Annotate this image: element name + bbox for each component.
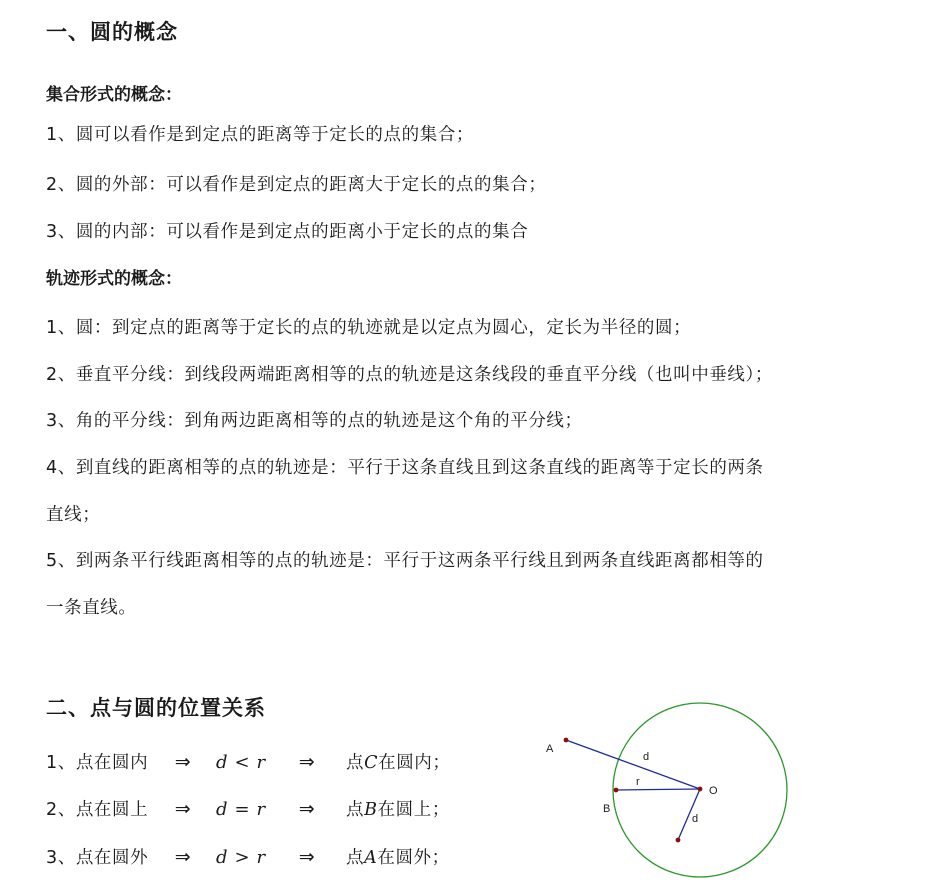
- label-b: B: [603, 803, 611, 815]
- label-a: A: [546, 743, 554, 755]
- math-condition: d = r: [216, 799, 266, 820]
- point-a: [564, 738, 569, 743]
- locus-item-4-cont: 直线；: [46, 505, 101, 525]
- locus-item-5-cont: 一条直线。: [46, 598, 137, 618]
- math-condition: d > r: [216, 847, 266, 868]
- section-title-circle-concept: 一、圆的概念: [46, 20, 178, 44]
- implies-arrow: ⇒: [298, 846, 316, 868]
- segment-b-o: [616, 789, 700, 790]
- point-letter: C: [364, 753, 379, 773]
- locus-item-1: 1、圆：到定点的距离等于定长的点的轨迹就是以定点为圆心，定长为半径的圆；: [46, 318, 692, 338]
- locus-item-4: 4、到直线的距离相等的点的轨迹是：平行于这条直线且到这条直线的距离等于定长的两条: [46, 458, 764, 478]
- set-form-heading: 集合形式的概念：: [46, 85, 182, 105]
- relation-label: 3、点在圆外: [46, 848, 149, 868]
- label-o: O: [709, 785, 718, 797]
- segment-a-o: [566, 740, 700, 789]
- point-letter: B: [364, 800, 378, 820]
- set-item-3: 3、圆的内部：可以看作是到定点的距离小于定长的点的集合: [46, 222, 529, 242]
- implies-arrow: ⇒: [174, 846, 192, 868]
- set-item-2: 2、圆的外部：可以看作是到定点的距离大于定长的点的集合；: [46, 175, 547, 195]
- implies-arrow: ⇒: [298, 751, 316, 773]
- point-b: [614, 788, 619, 793]
- point-o: [698, 787, 703, 792]
- point-circle-diagram: [530, 690, 810, 890]
- relation-outside: [46, 844, 450, 869]
- relation-result: 点A在圆外；: [346, 848, 450, 868]
- locus-form-heading: 轨迹形式的概念：: [46, 269, 182, 289]
- relation-result: 点B在圆上；: [346, 800, 450, 820]
- relation-inside: [46, 749, 451, 774]
- set-item-1: 1、圆可以看作是到定点的距离等于定长的点的集合；: [46, 125, 475, 145]
- relation-label: 1、点在圆内: [46, 753, 149, 773]
- label-d-c: d: [692, 813, 699, 825]
- section-title-point-circle-relation: 二、点与圆的位置关系: [46, 696, 266, 720]
- label-d-a: d: [643, 751, 650, 763]
- math-condition: d < r: [216, 752, 266, 773]
- label-r: r: [636, 776, 640, 788]
- locus-item-3: 3、角的平分线：到角两边距离相等的点的轨迹是这个角的平分线；: [46, 411, 583, 431]
- relation-label: 2、点在圆上: [46, 800, 149, 820]
- locus-item-5: 5、到两条平行线距离相等的点的轨迹是：平行于这两条平行线且到两条直线距离都相等的: [46, 551, 764, 571]
- implies-arrow: ⇒: [174, 751, 192, 773]
- implies-arrow: ⇒: [174, 798, 192, 820]
- relation-on: [46, 796, 450, 821]
- implies-arrow: ⇒: [298, 798, 316, 820]
- point-c: [676, 838, 681, 843]
- point-letter: A: [364, 848, 378, 868]
- locus-item-2: 2、垂直平分线：到线段两端距离相等的点的轨迹是这条线段的垂直平分线（也叫中垂线）；: [46, 365, 773, 385]
- relation-result: 点C在圆内；: [346, 753, 451, 773]
